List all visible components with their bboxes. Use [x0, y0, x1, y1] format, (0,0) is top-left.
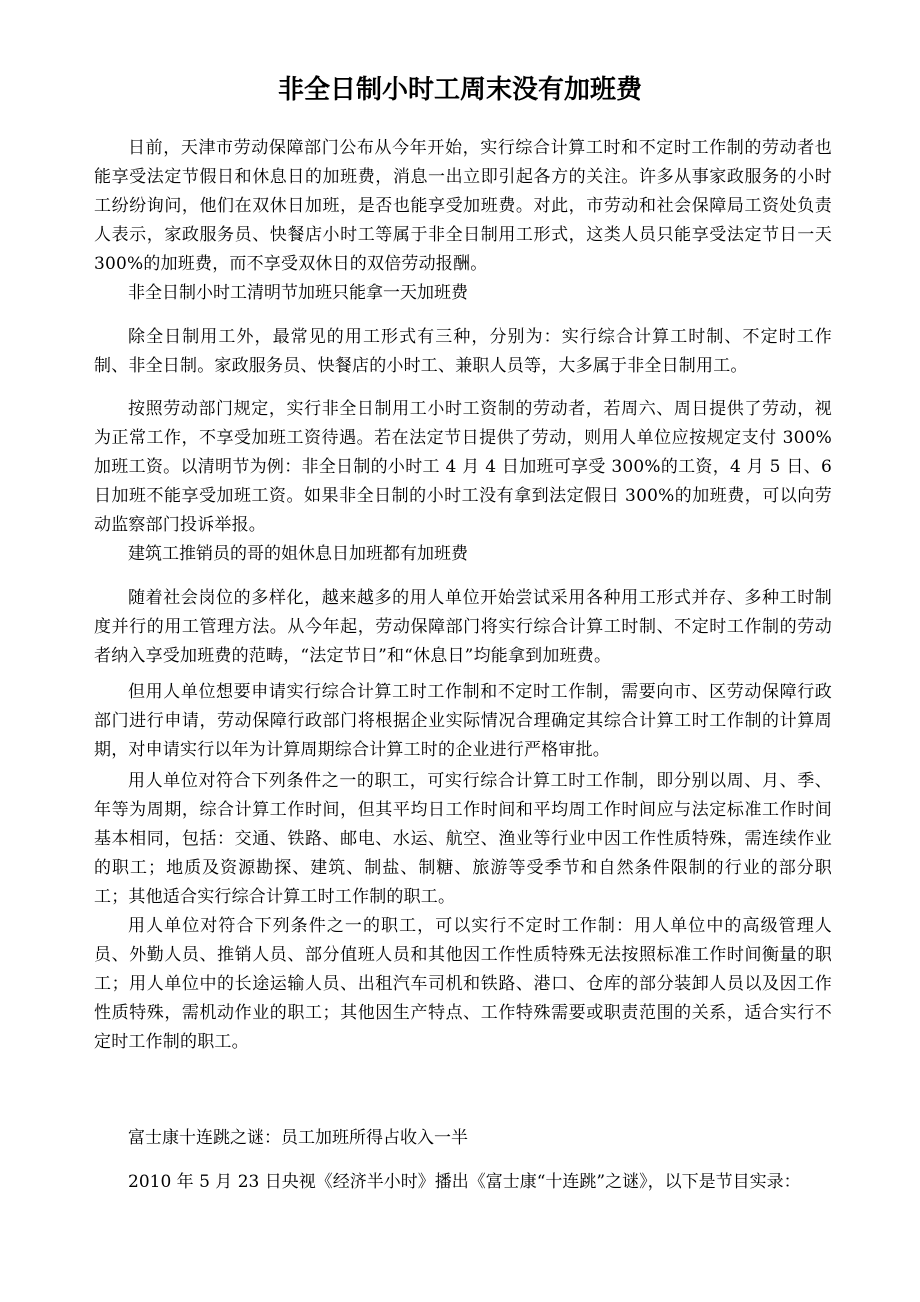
- section-heading-qingming: 非全日制小时工清明节加班只能拿一天加班费: [128, 283, 468, 303]
- paragraph-comprehensive-hours: 用人单位对符合下列条件之一的职工，可实行综合计算工时工作制，即分别以周、月、季、年等为周期，综合计算工作时间，但其平均日工作时间和平均周工作时间应与法定标准工作时间基本相同，包括：交通、铁路、邮电、水运、航空、渔业等行业中因工作性质特殊，需连续作业的职工；地质及资源勘探、建筑、制盐、制糖、旅游等受季节和自然条件限制的行业的部分职工；其他适合实行综合计算工时工作制的职工。: [94, 771, 832, 907]
- paragraph-application: 但用人单位想要申请实行综合计算工时工作制和不定时工作制，需要向市、区劳动保障行政部门进行申请，劳动保障行政部门将根据企业实际情况合理确定其综合计算工时工作制的计算周期，对申请实行以年为计算周期综合计算工时的企业进行严格审批。: [94, 682, 832, 760]
- paragraph-flexible-hours: 用人单位对符合下列条件之一的职工，可以实行不定时工作制：用人单位中的高级管理人员、外勤人员、推销人员、部分值班人员和其他因工作性质特殊无法按照标准工作时间衡量的职工；用人单位中的长途运输人员、出租汽车司机和铁路、港口、仓库的部分装卸人员以及因工作性质特殊，需机动作业的职工；其他因生产特点、工作特殊需要或职责范围的关系，适合实行不定时工作制的职工。: [94, 916, 832, 1052]
- paragraph-intro: 日前，天津市劳动保障部门公布从今年开始，实行综合计算工时和不定时工作制的劳动者也能享受法定节假日和休息日的加班费，消息一出立即引起各方的关注。许多从事家政服务的小时工纷纷询问，他们在双休日加班，是否也能享受加班费。对此，市劳动和社会保障局工资处负责人表示，家政服务员、快餐店小时工等属于非全日制用工形式，这类人员只能享受法定节日一天 300%的加班费，而不享受双休日的双倍劳动报酬。: [94, 138, 832, 274]
- paragraph-diversification: 随着社会岗位的多样化，越来越多的用人单位开始尝试采用各种用工形式并存、多种工时制度并行的用工管理方法。从今年起，劳动保障部门将实行综合计算工时制、不定时工作制的劳动者纳入享受加班费的范畴，“法定节日”和“休息日”均能拿到加班费。: [94, 588, 832, 666]
- page-title: 非全日制小时工周末没有加班费: [277, 75, 642, 105]
- section-heading-rest-day: 建筑工推销员的哥的姐休息日加班都有加班费: [128, 544, 468, 564]
- paragraph-regulation: 按照劳动部门规定，实行非全日制用工小时工资制的劳动者，若周六、周日提供了劳动，视为正常工作，不享受加班工资待遇。若在法定节日提供了劳动，则用人单位应按规定支付 300%加班工资。以清明节为例：非全日制的小时工 4 月 4 日加班可享受 300%的工资，4 月 5 日、6 日加班不能享受加班工资。如果非全日制的小时工没有拿到法定假日 300%的加班费，可以向劳动监察部门投诉举报。: [94, 399, 832, 535]
- section-heading-foxconn: 富士康十连跳之谜：员工加班所得占收入一半: [128, 1128, 468, 1148]
- paragraph-employment-forms: 除全日制用工外，最常见的用工形式有三种，分别为：实行综合计算工时制、不定时工作制、非全日制。家政服务员、快餐店的小时工、兼职人员等，大多属于非全日制用工。: [94, 327, 832, 376]
- paragraph-cctv-program: 2010 年 5 月 23 日央视《经济半小时》播出《富士康“十连跳”之谜》，以下是节目实录：: [128, 1172, 801, 1192]
